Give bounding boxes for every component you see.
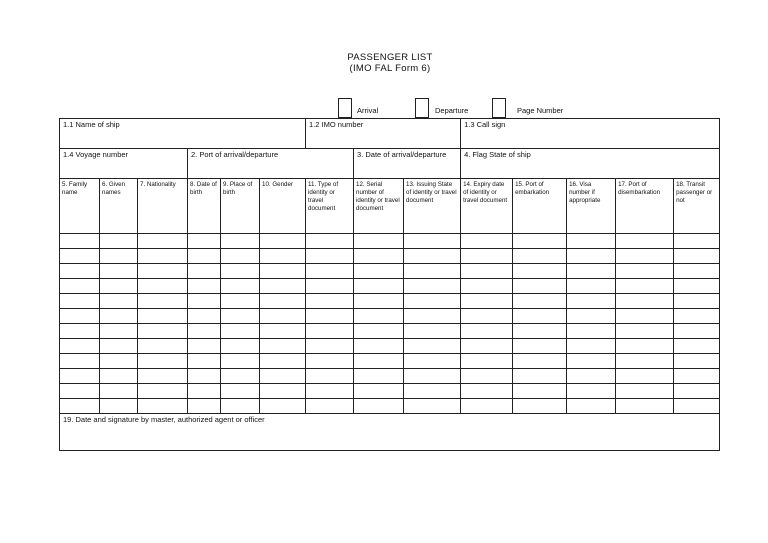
table-cell[interactable] [60,369,100,384]
port-arrival-departure-field[interactable]: 2. Port of arrival/departure [188,149,354,179]
table-row [60,279,720,294]
voyage-number-field[interactable]: 1.4 Voyage number [60,149,188,179]
table-cell[interactable] [221,249,260,264]
table-cell[interactable] [513,324,567,339]
table-cell[interactable] [567,369,616,384]
table-cell[interactable] [260,369,306,384]
table-cell[interactable] [567,399,616,414]
table-cell[interactable] [461,324,513,339]
table-cell[interactable] [306,339,354,354]
table-cell[interactable] [404,384,461,399]
table-cell[interactable] [404,324,461,339]
table-cell[interactable] [513,354,567,369]
table-cell[interactable] [188,234,221,249]
table-cell[interactable] [461,354,513,369]
table-cell[interactable] [354,309,404,324]
table-cell[interactable] [138,324,188,339]
signature-row [60,414,720,451]
table-cell[interactable] [354,354,404,369]
table-cell[interactable] [513,249,567,264]
table-cell[interactable] [354,384,404,399]
table-cell[interactable] [616,279,674,294]
table-cell[interactable] [616,369,674,384]
table-cell[interactable] [674,354,720,369]
table-cell[interactable] [461,249,513,264]
page-number-box[interactable] [492,98,506,118]
table-cell[interactable] [221,399,260,414]
col-transit-passenger: 18. Transit passenger or not [674,179,720,234]
arrival-checkbox[interactable] [338,98,352,118]
col-port-of-embarkation: 15. Port of embarkation [513,179,567,234]
table-cell[interactable] [674,264,720,279]
table-cell[interactable] [354,339,404,354]
col-nationality: 7. Nationality [138,179,188,234]
table-cell[interactable] [306,249,354,264]
table-cell[interactable] [60,279,100,294]
page-number-label: Page Number [517,106,564,115]
table-cell[interactable] [260,324,306,339]
table-cell[interactable] [404,369,461,384]
table-cell[interactable] [513,309,567,324]
table-cell[interactable] [306,279,354,294]
col-visa-number: 16. Visa number if appropriate [567,179,616,234]
table-cell[interactable] [60,354,100,369]
table-cell[interactable] [404,309,461,324]
table-cell[interactable] [188,264,221,279]
table-cell[interactable] [306,384,354,399]
table-cell[interactable] [513,234,567,249]
table-cell[interactable] [306,369,354,384]
table-cell[interactable] [616,309,674,324]
table-cell[interactable] [221,324,260,339]
table-cell[interactable] [188,369,221,384]
form-title: PASSENGER LIST [347,52,433,63]
table-cell[interactable] [306,264,354,279]
table-cell[interactable] [188,354,221,369]
table-cell[interactable] [513,384,567,399]
table-cell[interactable] [461,264,513,279]
table-cell[interactable] [567,294,616,309]
table-cell[interactable] [674,294,720,309]
table-cell[interactable] [404,339,461,354]
table-cell[interactable] [221,279,260,294]
table-cell[interactable] [60,264,100,279]
table-cell[interactable] [60,324,100,339]
table-cell[interactable] [260,309,306,324]
table-cell[interactable] [616,324,674,339]
table-cell[interactable] [616,234,674,249]
col-expiry-date: 14. Expiry date of identity or travel document [461,179,513,234]
table-cell[interactable] [100,279,138,294]
table-cell[interactable] [616,339,674,354]
table-cell[interactable] [60,234,100,249]
table-cell[interactable] [260,249,306,264]
table-cell[interactable] [188,249,221,264]
table-cell[interactable] [513,294,567,309]
table-cell[interactable] [138,234,188,249]
table-cell[interactable] [404,279,461,294]
passenger-rows [60,234,720,414]
table-cell[interactable] [354,324,404,339]
table-cell[interactable] [306,294,354,309]
table-cell[interactable] [306,354,354,369]
table-cell[interactable] [354,234,404,249]
table-cell[interactable] [404,354,461,369]
table-cell[interactable] [260,294,306,309]
table-cell[interactable] [567,234,616,249]
table-cell[interactable] [260,399,306,414]
table-cell[interactable] [616,384,674,399]
voyage-info-row [60,149,720,179]
table-row [60,384,720,399]
table-cell[interactable] [188,279,221,294]
table-cell[interactable] [221,264,260,279]
table-cell[interactable] [188,309,221,324]
table-cell[interactable] [100,249,138,264]
table-cell[interactable] [674,369,720,384]
table-cell[interactable] [100,399,138,414]
table-cell[interactable] [674,339,720,354]
table-cell[interactable] [461,279,513,294]
table-cell[interactable] [461,294,513,309]
table-cell[interactable] [260,264,306,279]
table-cell[interactable] [461,309,513,324]
arrival-label: Arrival [357,106,379,115]
table-cell[interactable] [674,309,720,324]
table-cell[interactable] [138,309,188,324]
table-cell[interactable] [513,399,567,414]
table-row [60,249,720,264]
form-subtitle: (IMO FAL Form 6) [349,63,431,74]
table-cell[interactable] [138,264,188,279]
table-cell[interactable] [60,384,100,399]
table-cell[interactable] [306,399,354,414]
table-cell[interactable] [616,264,674,279]
table-cell[interactable] [354,249,404,264]
table-cell[interactable] [354,294,404,309]
table-cell[interactable] [138,399,188,414]
table-cell[interactable] [306,324,354,339]
table-cell[interactable] [404,264,461,279]
table-cell[interactable] [567,384,616,399]
table-cell[interactable] [260,234,306,249]
col-given-names: 6. Given names [100,179,138,234]
table-cell[interactable] [138,294,188,309]
table-cell[interactable] [513,339,567,354]
table-cell[interactable] [616,249,674,264]
table-cell[interactable] [100,354,138,369]
table-cell[interactable] [567,264,616,279]
table-cell[interactable] [461,384,513,399]
table-cell[interactable] [567,309,616,324]
table-cell[interactable] [354,399,404,414]
table-cell[interactable] [616,294,674,309]
table-cell[interactable] [100,264,138,279]
table-cell[interactable] [404,234,461,249]
table-cell[interactable] [60,309,100,324]
table-cell[interactable] [100,309,138,324]
table-cell[interactable] [567,279,616,294]
table-row [60,264,720,279]
table-cell[interactable] [260,354,306,369]
table-cell[interactable] [513,369,567,384]
table-cell[interactable] [616,354,674,369]
col-place-of-birth: 9. Place of birth [221,179,260,234]
table-cell[interactable] [513,264,567,279]
table-cell[interactable] [221,309,260,324]
table-cell[interactable] [260,384,306,399]
table-cell[interactable] [60,294,100,309]
col-date-of-birth: 8. Date of birth [188,179,221,234]
ship-info-row [60,119,720,149]
table-cell[interactable] [674,384,720,399]
table-cell[interactable] [188,339,221,354]
table-cell[interactable] [100,234,138,249]
departure-label: Departure [435,106,469,115]
table-cell[interactable] [188,324,221,339]
table-cell[interactable] [461,399,513,414]
table-cell[interactable] [306,234,354,249]
table-cell[interactable] [221,384,260,399]
table-cell[interactable] [60,339,100,354]
table-cell[interactable] [138,369,188,384]
col-type-of-document: 11. Type of identity or travel document [306,179,354,234]
signature-field[interactable]: 19. Date and signature by master, authorized agent or officer [60,414,720,451]
table-cell[interactable] [567,354,616,369]
table-cell[interactable] [404,249,461,264]
col-serial-number: 12. Serial number of identity or travel document [354,179,404,234]
table-cell[interactable] [461,369,513,384]
table-cell[interactable] [674,324,720,339]
table-cell[interactable] [260,339,306,354]
table-cell[interactable] [674,399,720,414]
table-cell[interactable] [100,324,138,339]
table-cell[interactable] [138,354,188,369]
table-cell[interactable] [404,294,461,309]
table-cell[interactable] [567,249,616,264]
table-cell[interactable] [674,234,720,249]
table-row [60,324,720,339]
table-cell[interactable] [354,369,404,384]
table-row [60,354,720,369]
call-sign-field[interactable]: 1.3 Call sign [461,119,720,149]
table-cell[interactable] [100,294,138,309]
table-cell[interactable] [60,399,100,414]
table-cell[interactable] [138,279,188,294]
table-cell[interactable] [306,309,354,324]
table-row [60,294,720,309]
table-cell[interactable] [100,339,138,354]
table-cell[interactable] [513,279,567,294]
passenger-list-form [59,118,720,451]
imo-number-field[interactable]: 1.2 IMO number [306,119,461,149]
table-cell[interactable] [404,399,461,414]
table-cell[interactable] [188,384,221,399]
table-cell[interactable] [138,384,188,399]
table-cell[interactable] [461,234,513,249]
table-cell[interactable] [354,264,404,279]
table-cell[interactable] [138,339,188,354]
table-cell[interactable] [260,279,306,294]
name-of-ship-field[interactable]: 1.1 Name of ship [60,119,306,149]
date-arrival-departure-field[interactable]: 3. Date of arrival/departure [354,149,461,179]
table-cell[interactable] [461,339,513,354]
table-cell[interactable] [567,324,616,339]
table-cell[interactable] [188,399,221,414]
table-cell[interactable] [567,339,616,354]
table-row [60,369,720,384]
table-cell[interactable] [674,249,720,264]
table-cell[interactable] [221,234,260,249]
table-cell[interactable] [616,399,674,414]
table-cell[interactable] [674,279,720,294]
table-cell[interactable] [221,294,260,309]
table-cell[interactable] [221,339,260,354]
table-row [60,309,720,324]
table-row [60,399,720,414]
table-cell[interactable] [188,294,221,309]
column-header-row [60,179,720,234]
table-row [60,234,720,249]
col-issuing-state: 13. Issuing State of identity or travel document [404,179,461,234]
table-cell[interactable] [138,249,188,264]
table-cell[interactable] [100,384,138,399]
departure-checkbox[interactable] [415,98,429,118]
table-row [60,339,720,354]
table-cell[interactable] [221,354,260,369]
flag-state-field[interactable]: 4. Flag State of ship [461,149,720,179]
table-cell[interactable] [354,279,404,294]
col-family-name: 5. Family name [60,179,100,234]
col-port-of-disembarkation: 17. Port of disembarkation [616,179,674,234]
col-gender: 10. Gender [260,179,306,234]
table-cell[interactable] [100,369,138,384]
table-cell[interactable] [60,249,100,264]
table-cell[interactable] [221,369,260,384]
